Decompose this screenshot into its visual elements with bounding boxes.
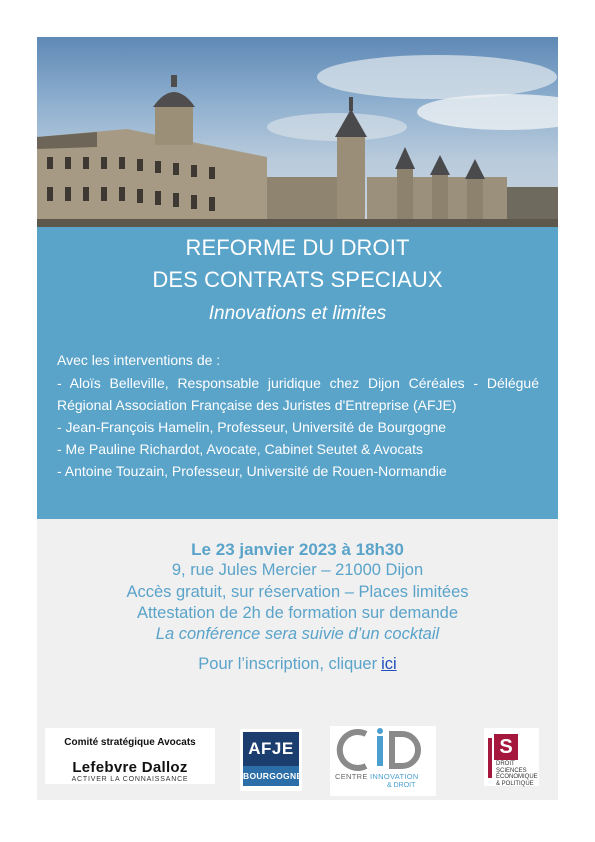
inscription-link[interactable]: ici: [381, 655, 397, 673]
speaker-item: - Jean-François Hamelin, Professeur, Université de Bourgogne: [57, 419, 447, 435]
droit-sciences-logo: [484, 728, 539, 786]
event-cocktail: La conférence sera suivie d’un cocktail: [155, 625, 440, 643]
cid-label: [335, 772, 419, 781]
speaker-item: - Antoine Touzain, Professeur, Université de Rouen-Normandie: [57, 463, 447, 479]
afje-name: AFJE: [243, 732, 299, 766]
lefebvre-dalloz-logo: [45, 728, 215, 784]
inscription-text: Pour l’inscription, cliquer: [198, 655, 378, 673]
hero-photo: [37, 37, 558, 227]
inscription-line: [37, 655, 558, 674]
event-date: Le 23 janvier 2023 à 18h30: [191, 540, 404, 559]
cid-innovation: INNOVATION: [370, 772, 419, 781]
subtitle: Innovations et limites: [208, 303, 387, 324]
speakers-intro: Avec les interventions de :: [57, 352, 221, 368]
cid-mark-icon: [330, 726, 436, 772]
lefebvre-name: Lefebvre Dalloz: [72, 759, 188, 776]
speaker-item: - Aloïs Belleville, Responsable juridique chez Dijon Céréales - Délégué Régional Association Française des Juristes d'Entreprise (AFJE): [57, 375, 539, 413]
ds-bar: [488, 738, 492, 778]
lefebvre-comite-label: Comité stratégique Avocats: [64, 737, 196, 748]
afje-logo: [240, 729, 302, 791]
title-line-1: REFORME DU DROIT: [185, 235, 410, 260]
cid-droit: & DROIT: [387, 782, 416, 789]
conciergerie-building-illustration: [37, 37, 558, 227]
cid-centre: CENTRE: [335, 772, 368, 781]
event-access: Accès gratuit, sur réservation – Places limitées: [126, 583, 469, 601]
lefebvre-tagline: ACTIVER LA CONNAISSANCE: [71, 776, 189, 783]
afje-region: BOURGOGNE: [243, 766, 299, 786]
ds-text: DROIT SCIENCES ÉCONOMIQUE & POLITIQUE: [496, 761, 538, 787]
speaker-item: - Me Pauline Richardot, Avocate, Cabinet Seutet & Avocats: [57, 441, 424, 457]
partner-logos: [37, 712, 558, 800]
event-address: 9, rue Jules Mercier – 21000 Dijon: [171, 561, 424, 579]
cid-logo: [330, 726, 436, 796]
event-info: [37, 519, 558, 712]
title-band: [37, 227, 558, 519]
ds-s-icon: S: [494, 734, 518, 760]
title-line-2: DES CONTRATS SPECIAUX: [152, 267, 443, 292]
speakers-list: [57, 349, 539, 482]
event-attestation: Attestation de 2h de formation sur demande: [136, 604, 459, 622]
